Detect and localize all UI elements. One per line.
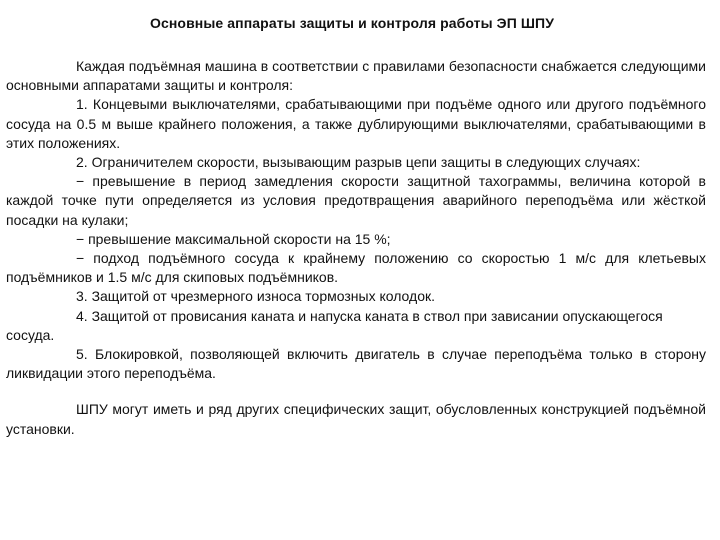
intro-paragraph: Каждая подъёмная машина в соответствии с правилами безопасности снабжается следующими основными аппаратами защиты и контроля: <box>6 58 706 94</box>
page-title: Основные аппараты защиты и контроля работы ЭП ШПУ <box>150 15 555 31</box>
closing-paragraph: ШПУ могут иметь и ряд других специфических защит, обусловленных конструкцией подъёмной установки. <box>6 401 706 437</box>
subitem-approach-speed: − подход подъёмного сосуда к крайнему положению со скоростью 1 м/с для клетьевых подъёмников и 1.5 м/с для скиповых подъёмников. <box>6 250 706 286</box>
subitem-max-overspeed: − превышение максимальной скорости на 15 %; <box>76 230 391 247</box>
paragraph-gap <box>6 383 706 400</box>
body-text <box>6 57 706 439</box>
item-limit-switches: 1. Концевыми выключателями, срабатывающими при подъёме одного или другого подъёмного сосуда на 0.5 м выше крайнего положения, а также дублирующими выключателями, срабатывающими в этих положениях. <box>6 96 706 151</box>
item-brake-wear: 3. Защитой от чрезмерного износа тормозных колодок. <box>76 288 435 305</box>
item-rope-slack: 4. Защитой от провисания каната и напуска каната в ствол при зависании опускающегося сосуда. <box>6 307 663 343</box>
subitem-deceleration-overspeed: − превышение в период замедления скорости защитной тахограммы, величина которой в каждой точке пути определяется из условия предотвращения аварийного переподъёма или жёсткой посадки на кулаки; <box>6 173 706 228</box>
item-speed-limiter: 2. Ограничителем скорости, вызывающим разрыв цепи защиты в следующих случаях: <box>76 154 641 171</box>
item-overwind-interlock: 5. Блокировкой, позволяющей включить двигатель в случае переподъёма только в сторону ликвидации этого переподъёма. <box>6 346 706 382</box>
